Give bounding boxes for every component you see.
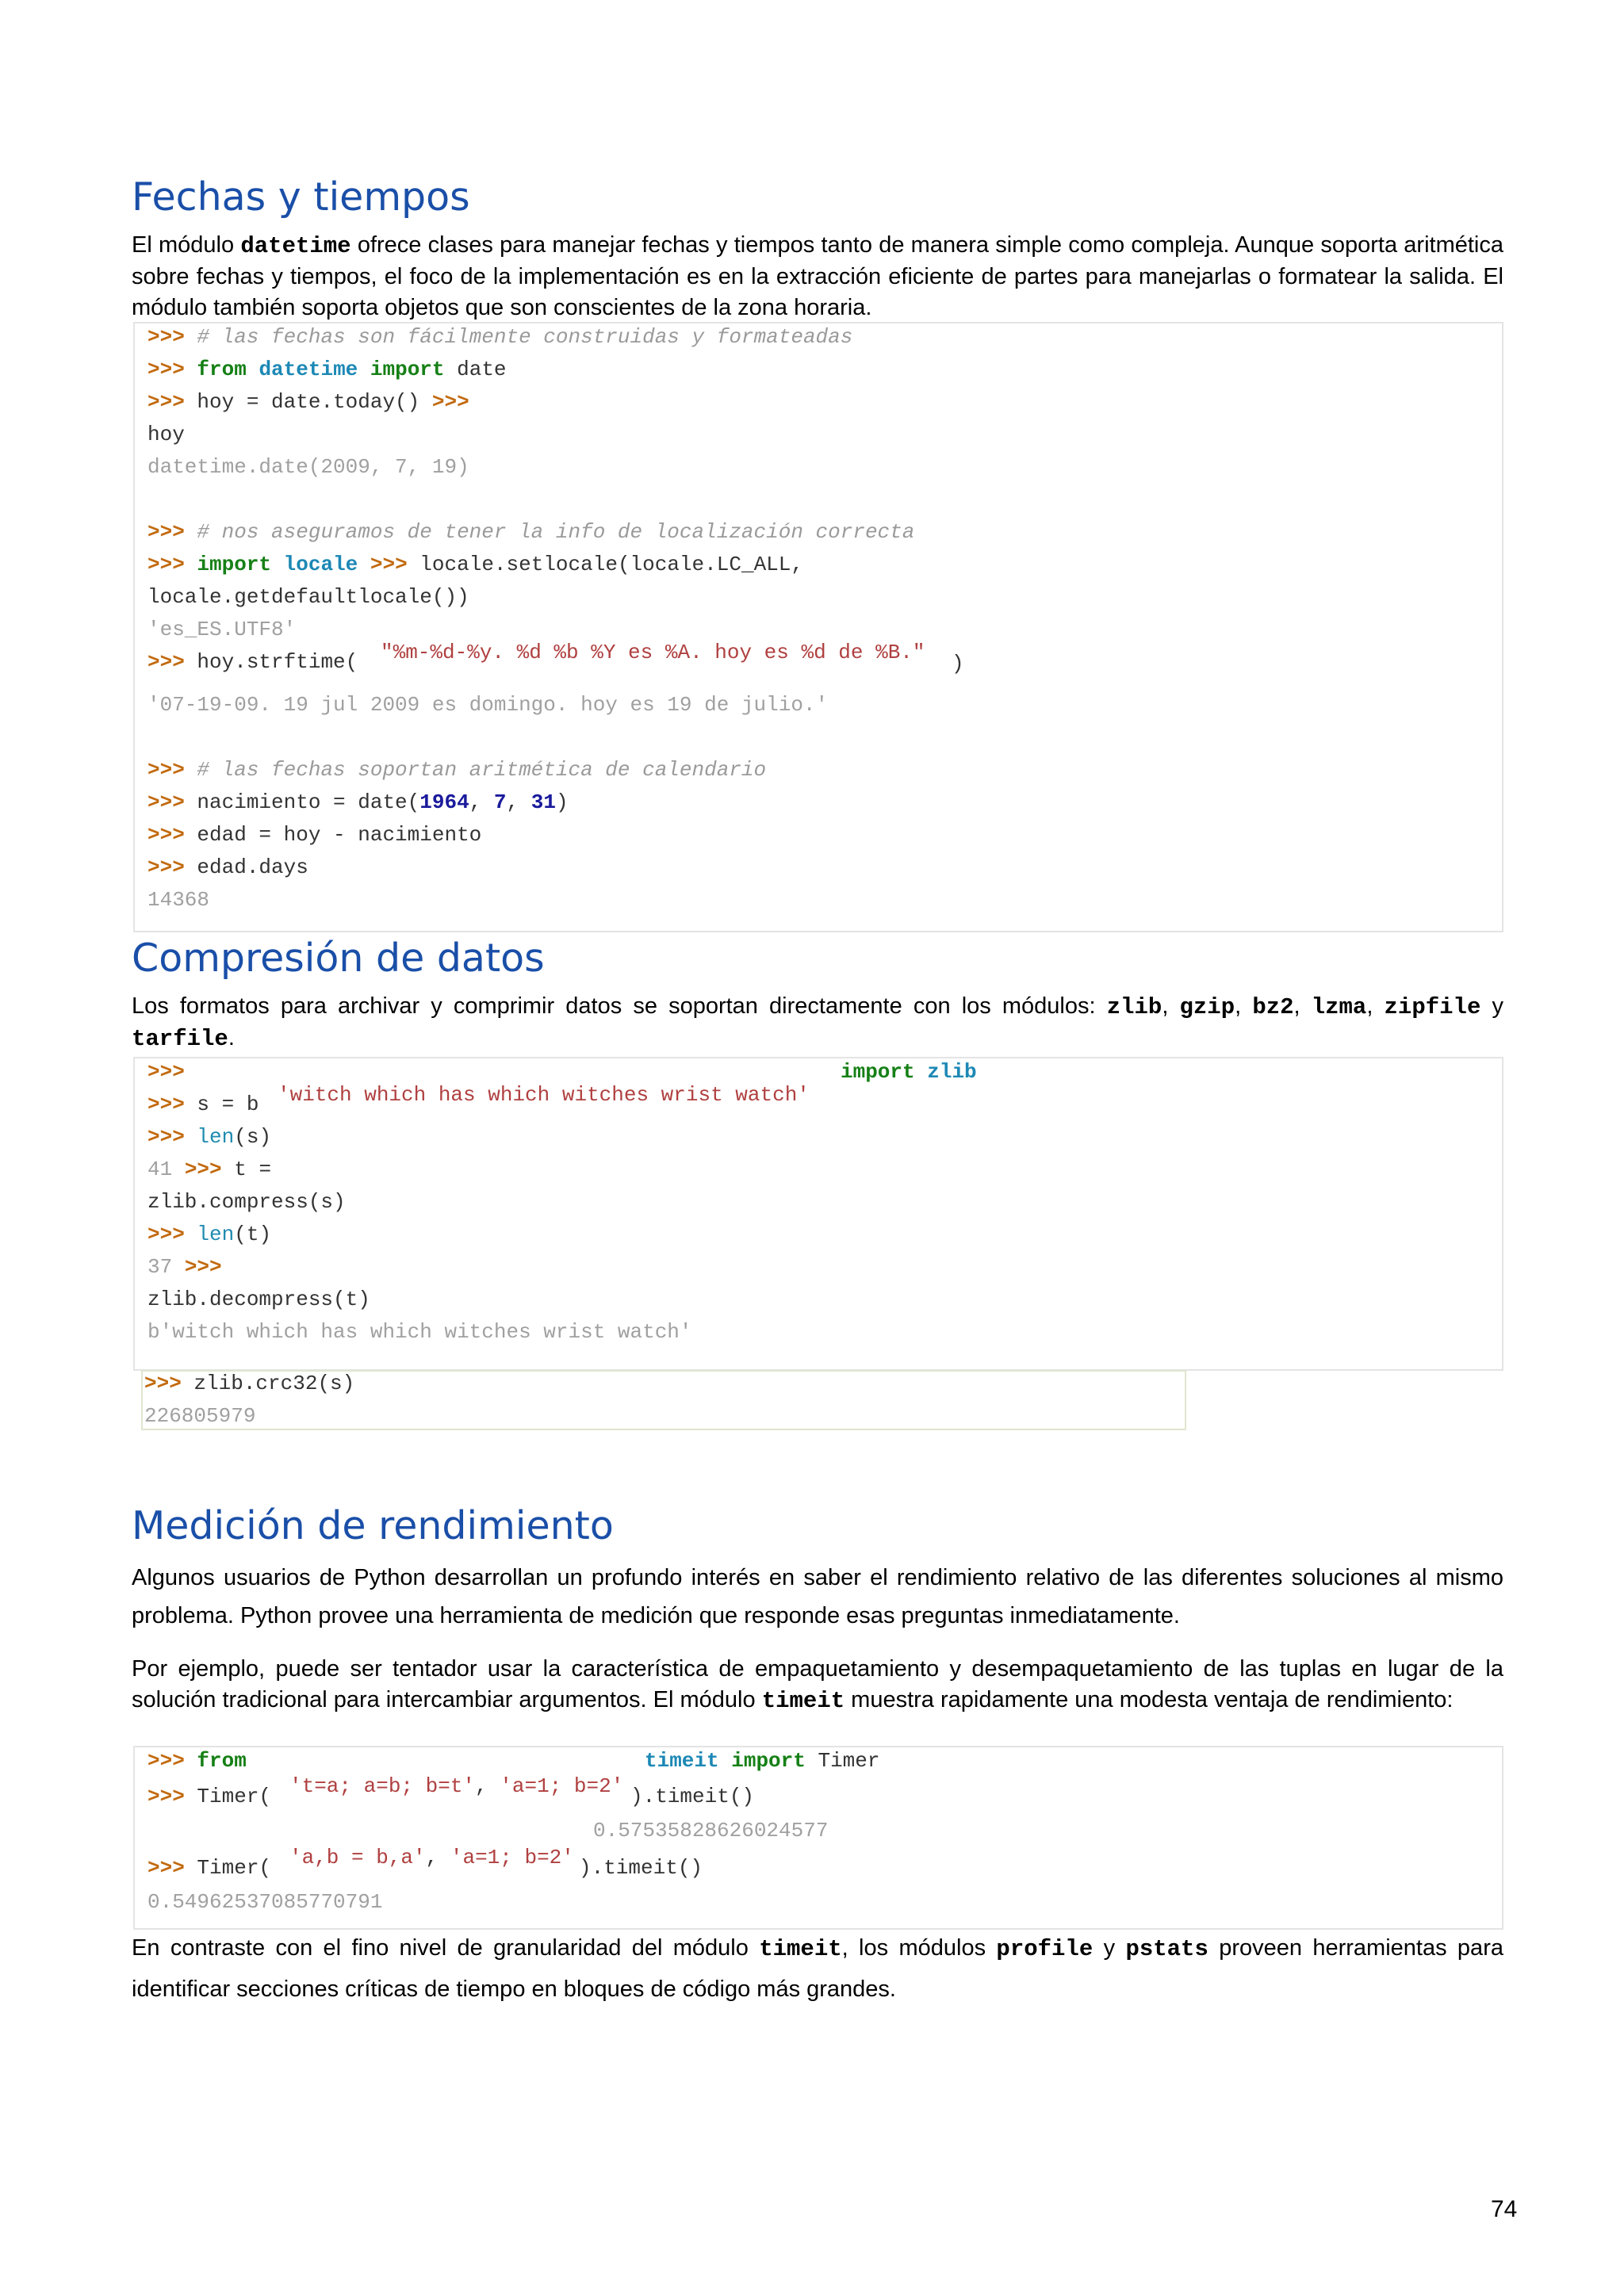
section-heading-compression: Compresión de datos	[132, 936, 545, 981]
code-block-zlib: >>> import zlib >>> s = b 'witch which has which witches wrist watch' >>> len(s) 41 >>> t = zlib.compress(s) >>> len(t) 37 >>> zlib.decompress(t) b'witch which has which witches wrist watch'	[133, 1057, 1503, 1371]
paragraph-performance-intro: Algunos usuarios de Python desarrollan un profundo interés en saber el rendimiento relativo de las diferentes soluciones al mismo problema. Python provee una herramienta de medición que responde esas preguntas inmediatamente.	[132, 1565, 1503, 1628]
paragraph-profile: En contraste con el fino nivel de granularidad del módulo timeit, los módulos profile y pstats proveen herramientas para identificar secciones críticas de tiempo en bloques de código más grandes.	[132, 1935, 1503, 2002]
paragraph-dates: El módulo datetime ofrece clases para manejar fechas y tiempos tanto de manera simple como compleja. Aunque soporta aritmética sobre fechas y tiempos, el foco de la implementación es en la extracción eficiente de partes para manejarlas o formatear la salida. El módulo también soporta objetos que son conscientes de la zona horaria.	[132, 232, 1503, 320]
code-block-timeit: >>> from timeit import Timer >>> Timer( 't=a; a=b; b=t', 'a=1; b=2' ).timeit() 0.57535828626024577 >>> Timer( 'a,b = b,a', 'a=1; b=2' ).timeit() 0.54962537085770791	[133, 1746, 1503, 1930]
paragraph-performance-example: Por ejemplo, puede ser tentador usar la característica de empaquetamiento y desempaquetamiento de las tuplas en lugar de la solución tradicional para intercambiar argumentos. El módulo timeit muestra rapidamente una modesta ventaja de rendimiento:	[132, 1656, 1503, 1714]
page-number: 74	[1491, 2196, 1518, 2222]
code-block-crc32: >>> zlib.crc32(s) 226805979	[141, 1370, 1186, 1430]
section-heading-dates: Fechas y tiempos	[132, 174, 470, 220]
code-block-datetime: >>> # las fechas son fácilmente construidas y formateadas >>> from datetime import date >>> hoy = date.today() >>> hoy datetime.date(2009, 7, 19) >>> # nos aseguramos de tener la info de localización correcta >>> import locale >>> locale.setlocale(locale.LC_ALL, locale.getdefaultlocale()) 'es_ES.UTF8' >>> hoy.strftime( "%m-%d-%y. %d %b %Y es %A. hoy es %d de %B." ) '07-19-09. 19 jul 2009 es domingo. hoy es 19 de julio.' >>> # las fechas soportan aritmética de calendario >>> nacimiento = date(1964, 7, 31) >>> edad = hoy - nacimiento >>> edad.days 14368	[133, 322, 1503, 932]
paragraph-compression: Los formatos para archivar y comprimir datos se soportan directamente con los módulos: zlib, gzip, bz2, lzma, zipfile y tarfile.	[132, 993, 1503, 1052]
section-heading-performance: Medición de rendimiento	[132, 1503, 614, 1548]
